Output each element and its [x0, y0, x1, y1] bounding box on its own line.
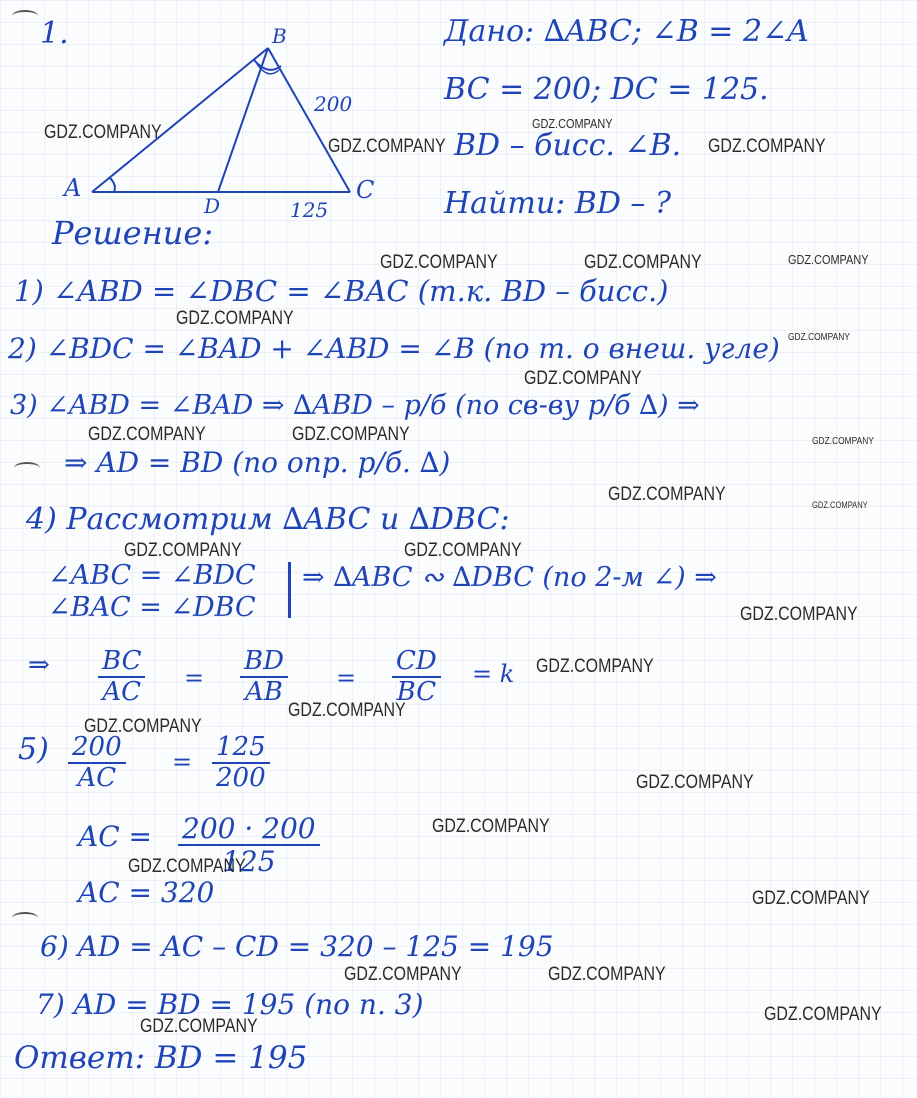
watermark: GDZ.COMPANY	[788, 332, 850, 343]
watermark: GDZ.COMPANY	[752, 888, 870, 909]
given-line-3: BD – бисс. ∠B.	[454, 128, 682, 163]
watermark: GDZ.COMPANY	[740, 604, 858, 625]
vertex-label-c: C	[356, 176, 375, 204]
watermark: GDZ.COMPANY	[128, 856, 246, 877]
given-line-2: BC = 200; DC = 125.	[444, 72, 769, 107]
ratio-2-numerator: BD	[240, 648, 288, 678]
side-bc	[268, 48, 353, 192]
watermark: GDZ.COMPANY	[328, 136, 446, 157]
watermark: GDZ.COMPANY	[636, 772, 754, 793]
ratio-bd-ab	[240, 648, 288, 707]
step-6: 6) AD = AC – CD = 320 – 125 = 195	[40, 930, 554, 963]
ac-result: AC = 320	[78, 876, 215, 909]
similarity-coefficient: = k	[472, 660, 515, 688]
step-3-line-2: ⇒ AD = BD (по опр. р/б. ∆)	[64, 446, 451, 479]
watermark: GDZ.COMPANY	[432, 816, 550, 837]
given-line-1: Дано: ∆ABC; ∠B = 2∠A	[444, 14, 809, 49]
step-5-label: 5)	[18, 732, 49, 767]
watermark: GDZ.COMPANY	[608, 484, 726, 505]
watermark: GDZ.COMPANY	[288, 700, 406, 721]
watermark: GDZ.COMPANY	[536, 656, 654, 677]
proportion-left-denominator: AC	[77, 763, 117, 794]
equals-sign: =	[172, 748, 193, 776]
watermark: GDZ.COMPANY	[812, 436, 874, 447]
step-4-condition-2: ∠BAC = ∠DBC	[48, 592, 256, 623]
answer-line: Ответ: BD = 195	[14, 1040, 308, 1076]
proportion-left	[68, 734, 126, 793]
watermark: GDZ.COMPANY	[708, 136, 826, 157]
watermark: GDZ.COMPANY	[344, 964, 462, 985]
watermark: GDZ.COMPANY	[84, 716, 202, 737]
watermark: GDZ.COMPANY	[788, 252, 869, 267]
ratio-1-denominator: AC	[102, 677, 142, 708]
watermark: GDZ.COMPANY	[380, 252, 498, 273]
side-bc-length: 200	[314, 92, 353, 116]
vertex-label-a: A	[64, 174, 82, 202]
side-ab	[92, 48, 268, 192]
segment-dc-length: 125	[290, 198, 329, 222]
watermark: GDZ.COMPANY	[140, 1016, 258, 1037]
angle-a-arc	[110, 178, 115, 192]
step-4-heading: 4) Рассмотрим ∆ABC и ∆DBC:	[26, 502, 510, 537]
equals-sign: =	[184, 664, 205, 692]
ratio-3-numerator: CD	[392, 648, 441, 678]
solution-title: Решение:	[52, 214, 214, 252]
step-1: 1) ∠ABD = ∠DBC = ∠BAC (т.к. BD – бисс.)	[14, 274, 669, 308]
vertex-label-b: B	[272, 24, 287, 48]
watermark: GDZ.COMPANY	[44, 122, 162, 143]
watermark: GDZ.COMPANY	[812, 500, 868, 510]
step-2: 2) ∠BDC = ∠BAD + ∠ABD = ∠B (по т. о внеш. угле)	[8, 332, 780, 365]
system-bracket	[288, 562, 291, 618]
vertex-label-d: D	[204, 194, 221, 218]
ratio-3-denominator: BC	[396, 677, 437, 708]
ac-numerator: 200 · 200	[178, 814, 320, 846]
watermark: GDZ.COMPANY	[524, 368, 642, 389]
proportion-right	[212, 734, 270, 793]
watermark: GDZ.COMPANY	[532, 116, 613, 131]
proportion-right-numerator: 125	[212, 734, 270, 764]
problem-number: 1.	[40, 16, 69, 51]
ratio-cd-bc	[392, 648, 441, 707]
watermark: GDZ.COMPANY	[404, 540, 522, 561]
step-7: 7) AD = BD = 195 (по п. 3)	[36, 988, 424, 1021]
watermark: GDZ.COMPANY	[88, 424, 206, 445]
ratio-1-numerator: BC	[98, 648, 145, 678]
step-4-condition-1: ∠ABC = ∠BDC	[48, 560, 256, 591]
watermark: GDZ.COMPANY	[124, 540, 242, 561]
find-line: Найти: BD – ?	[444, 186, 672, 221]
ratio-2-denominator: AB	[245, 677, 283, 708]
proportion-right-denominator: 200	[216, 763, 266, 794]
watermark: GDZ.COMPANY	[584, 252, 702, 273]
proportion-left-numerator: 200	[68, 734, 126, 764]
watermark: GDZ.COMPANY	[176, 308, 294, 329]
step-4-conclusion: ⇒ ∆ABC ∾ ∆DBC (по 2-м ∠) ⇒	[302, 562, 717, 593]
implies-arrow: ⇒	[28, 650, 50, 680]
watermark: GDZ.COMPANY	[548, 964, 666, 985]
watermark: GDZ.COMPANY	[764, 1004, 882, 1025]
ac-expression-label: AC =	[78, 820, 153, 853]
ac-denominator: 125	[222, 845, 276, 879]
equals-sign: =	[336, 664, 357, 692]
watermark: GDZ.COMPANY	[292, 424, 410, 445]
step-3-line-1: 3) ∠ABD = ∠BAD ⇒ ∆ABD – р/б (по св-ву р/б ∆) ⇒	[10, 390, 700, 421]
ratio-bc-ac	[98, 648, 145, 707]
